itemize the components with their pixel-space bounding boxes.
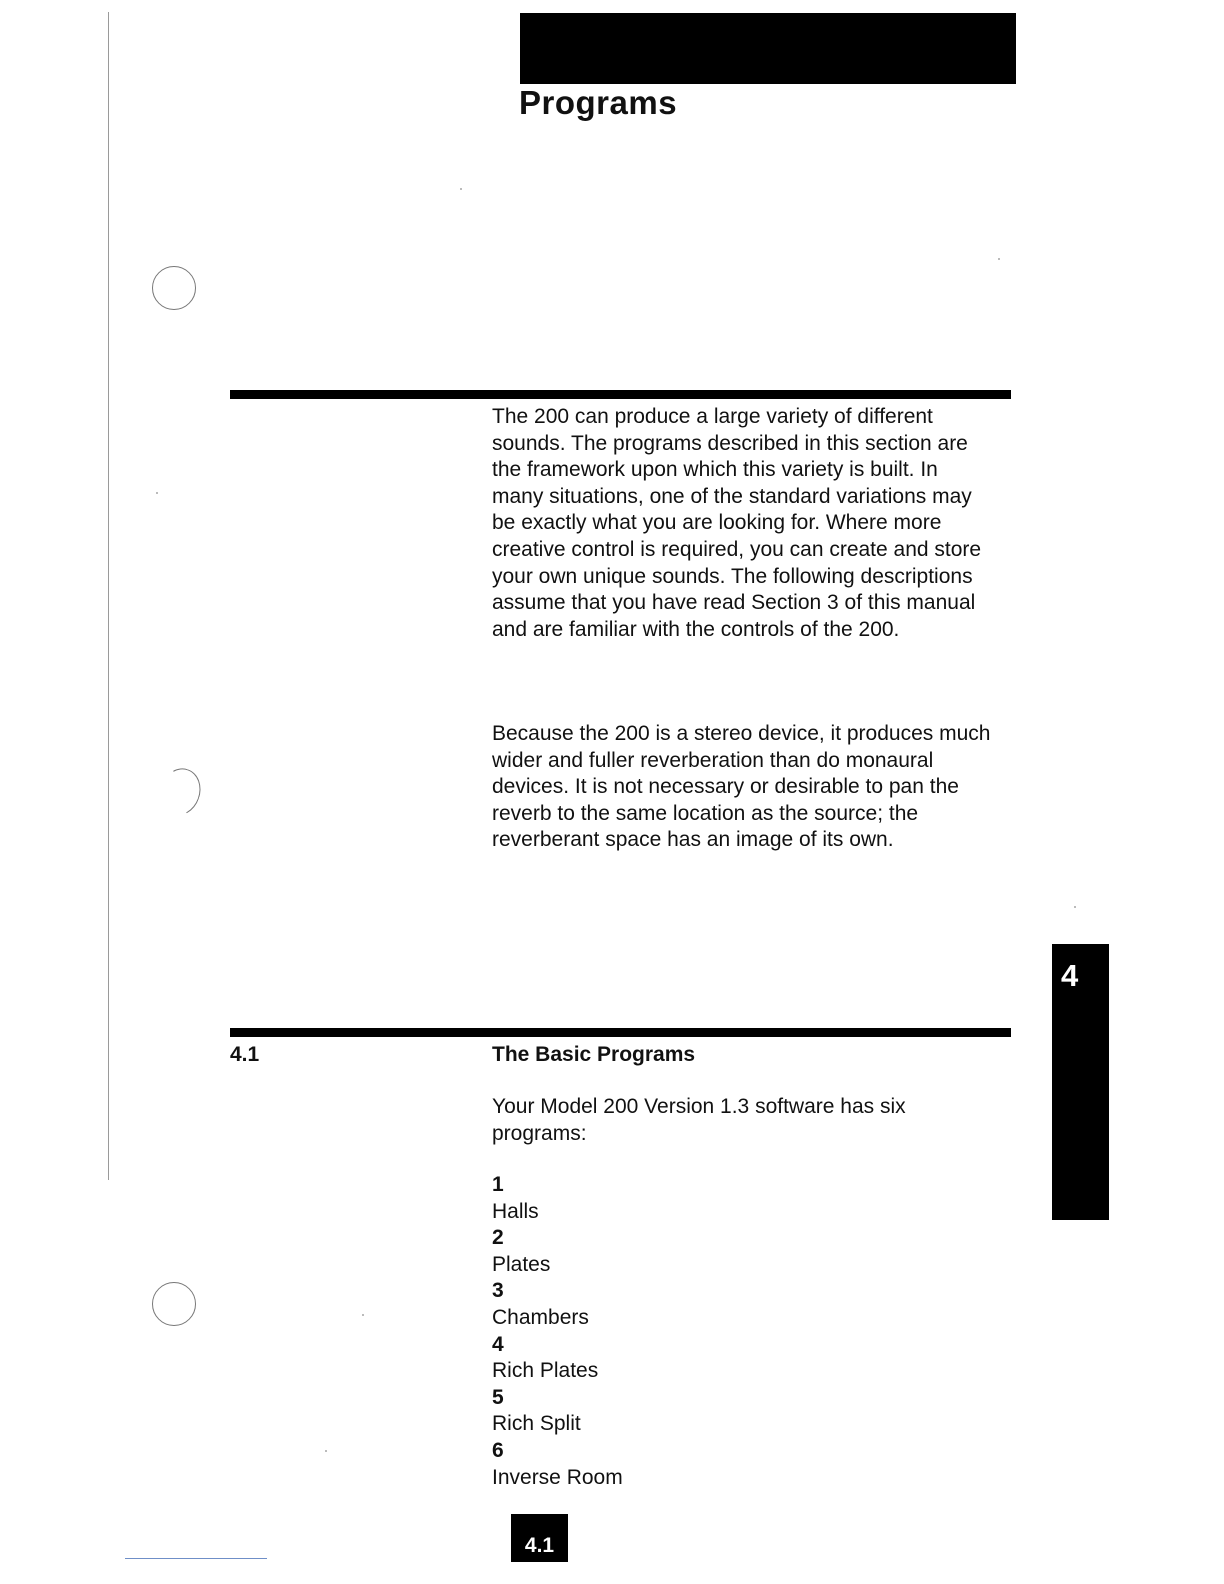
- scan-speck: [998, 258, 1000, 260]
- header-bar: [520, 13, 1016, 84]
- program-list: [492, 1172, 623, 1491]
- chapter-tab-label: 4: [1061, 958, 1079, 993]
- punch-hole-middle: [153, 763, 207, 822]
- program-number: 4: [492, 1332, 504, 1356]
- punch-hole-top: [152, 266, 196, 310]
- section-rule-4-1: [230, 1028, 1011, 1037]
- list-item: [492, 1172, 623, 1225]
- list-item: [492, 1332, 623, 1385]
- program-number: 1: [492, 1173, 504, 1196]
- program-name: Chambers: [492, 1305, 589, 1329]
- program-name: Plates: [492, 1252, 551, 1276]
- section-intro: Your Model 200 Version 1.3 software has six programs:: [492, 1095, 906, 1145]
- page-number: 4.1: [524, 1534, 555, 1557]
- program-number: 2: [492, 1226, 504, 1250]
- scan-speck: [362, 1314, 364, 1316]
- program-number: 3: [492, 1279, 504, 1303]
- punch-hole-bottom: [152, 1282, 196, 1326]
- program-name: Rich Split: [492, 1412, 581, 1436]
- program-number: 5: [492, 1385, 504, 1409]
- list-item: [492, 1278, 623, 1331]
- list-item: [492, 1438, 623, 1491]
- intro-paragraph-1: The 200 can produce a large variety of different sounds. The programs described in this section are the framework upon which this variety is built. In many situations, one of the standard variations may be exactly what you are looking for. Where more creative control is required, you can create and store your own unique sounds. The following descriptions assume that you have read Section 3 of this manual and are familiar with the controls of the 200.: [492, 405, 982, 641]
- scan-speck: [156, 492, 158, 494]
- program-name: Rich Plates: [492, 1359, 599, 1383]
- section-number: 4.1: [230, 1043, 260, 1066]
- intro-paragraph-2: Because the 200 is a stereo device, it produces much wider and fuller reverberation than do monaural devices. It is not necessary or desirable to pan the reverb to the same location as the source; the reverberant space has an image of its own.: [492, 722, 991, 852]
- scan-speck: [460, 188, 462, 190]
- scan-speck: [325, 1450, 327, 1452]
- program-number: 6: [492, 1438, 504, 1462]
- page-title: Programs: [519, 84, 678, 121]
- list-item: [492, 1385, 623, 1438]
- binder-edge-line: [108, 12, 109, 1180]
- list-item: [492, 1225, 623, 1278]
- program-name: Inverse Room: [492, 1465, 623, 1489]
- program-name: Halls: [492, 1199, 539, 1223]
- section-rule-top: [230, 390, 1011, 399]
- scan-speck: [1074, 906, 1076, 908]
- bottom-edge-line: [125, 1558, 267, 1559]
- section-title: The Basic Programs: [492, 1043, 696, 1066]
